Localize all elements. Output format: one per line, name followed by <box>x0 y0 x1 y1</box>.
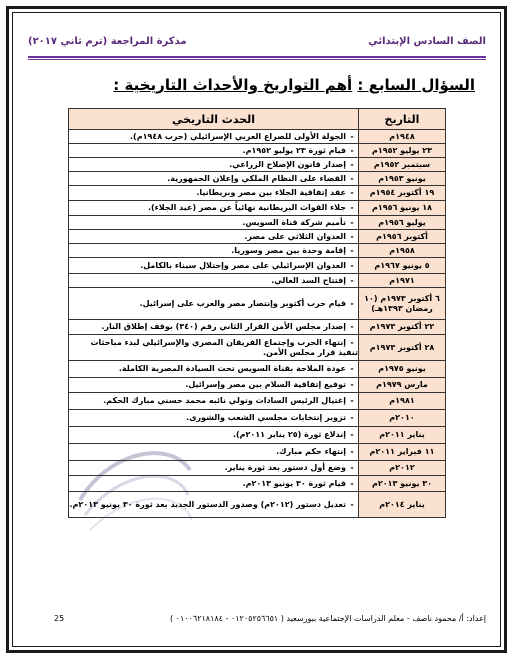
event-cell <box>69 172 359 186</box>
event-text: عقد إتفاقية الجلاء بين مصر وبريطانيا. <box>196 188 346 197</box>
event-text: عودة الملاحة بقناة السويس تحت السيادة المصرية الكاملة. <box>118 364 346 373</box>
event-text: تأميم شركة قناة السويس. <box>242 217 346 227</box>
event-text: إقامة وحدة بين مصر وسوريا. <box>231 245 346 255</box>
event-text: إنتهاء الحرب وإجتماع الفريقان المصري والإسرائيلي لبدء مباحثات تنفيذ قرار مجلس الأمن. <box>90 337 358 357</box>
event-date: يونيو ١٩٥٣م <box>359 172 446 186</box>
bullet-dash-icon: - <box>350 396 354 405</box>
event-cell <box>69 186 359 201</box>
bullet-dash-icon: - <box>350 203 354 212</box>
event-text: العدوان الثلاثي على مصر. <box>244 231 346 241</box>
event-date: ١٩٨١م <box>359 393 446 410</box>
event-text: جلاء القوات البريطانية نهائياً عن مصر (عيد الجلاء). <box>147 203 346 212</box>
table-row <box>69 274 446 288</box>
table-row <box>69 320 446 335</box>
table-row <box>69 172 446 186</box>
event-date: سبتمبر ١٩٥٢م <box>359 158 446 172</box>
page-number: 25 <box>54 614 65 623</box>
table-row <box>69 258 446 274</box>
bullet-dash-icon: - <box>350 131 354 141</box>
event-text: الجولة الأولى للصراع العربي الإسرائيلي (حرب ١٩٤٨م). <box>130 131 346 141</box>
date-column-header: التاريخ <box>359 109 446 130</box>
event-text: إفتتاح السد العالي. <box>271 275 346 285</box>
question-title: أهم التواريخ والأحداث التاريخية : <box>113 76 353 94</box>
event-cell <box>69 476 359 492</box>
event-text: توقيع إتفاقية السلام بين مصر وإسرائيل. <box>185 380 346 389</box>
event-date: ٢٠١٠م <box>359 410 446 427</box>
event-date: مارس ١٩٧٩م <box>359 378 446 393</box>
event-cell <box>69 258 359 274</box>
table-row <box>69 378 446 393</box>
event-date: ١١ فبراير ٢٠١١م <box>359 444 446 461</box>
event-cell <box>69 144 359 158</box>
event-cell <box>69 335 359 361</box>
bullet-dash-icon: - <box>350 413 354 422</box>
header-rule <box>28 56 486 58</box>
table-row <box>69 186 446 201</box>
bullet-dash-icon: - <box>350 188 354 197</box>
table-row <box>69 492 446 518</box>
event-cell <box>69 274 359 288</box>
table-row <box>69 130 446 144</box>
table-row <box>69 216 446 230</box>
page-header <box>28 36 486 52</box>
event-cell <box>69 393 359 410</box>
event-date: ٢٠١٢م <box>359 461 446 476</box>
event-text: القضاء على النظام الملكي وإعلان الجمهورية. <box>167 173 346 183</box>
event-cell <box>69 201 359 216</box>
bullet-dash-icon: - <box>350 275 354 285</box>
event-text: إندلاع ثورة (٢٥ يناير ٢٠١١م). <box>232 430 346 439</box>
bullet-dash-icon: - <box>350 260 354 270</box>
header-grade: الصف السادس الإبتدائي <box>368 36 486 47</box>
event-text: العدوان الإسرائيلي على مصر وإحتلال سيناء بالكامل. <box>140 260 346 270</box>
event-cell <box>69 130 359 144</box>
table-row <box>69 410 446 427</box>
event-date: ٦ أكتوبر ١٩٧٣م (١٠ رمضان ١٣٩٣هـ) <box>359 288 446 320</box>
event-text: إصدار قانون الإصلاح الزراعي. <box>229 159 346 169</box>
event-cell <box>69 461 359 476</box>
event-date: ٢٢ أكتوبر ١٩٧٣م <box>359 320 446 335</box>
table-header-row <box>69 109 446 130</box>
event-text: إغتيال الرئيس السادات وتولي نائبه محمد حسني مبارك الحكم. <box>103 396 346 405</box>
table-row <box>69 288 446 320</box>
bullet-dash-icon: - <box>350 463 354 472</box>
event-date: يناير ٢٠١٤م <box>359 492 446 518</box>
event-cell <box>69 444 359 461</box>
bullet-dash-icon: - <box>350 478 354 488</box>
event-date: أكتوبر ١٩٥٦م <box>359 230 446 244</box>
bullet-dash-icon: - <box>350 245 354 255</box>
bullet-dash-icon: - <box>350 145 354 155</box>
events-table <box>68 108 446 518</box>
event-date: ١٩٧١م <box>359 274 446 288</box>
event-cell <box>69 410 359 427</box>
event-cell <box>69 320 359 335</box>
event-cell <box>69 288 359 320</box>
event-date: ٥ يونيو ١٩٦٧م <box>359 258 446 274</box>
table-row <box>69 476 446 492</box>
event-cell <box>69 378 359 393</box>
event-date: ٢٨ أكتوبر ١٩٧٣م <box>359 335 446 361</box>
bullet-dash-icon: - <box>350 231 354 241</box>
event-date: ٢٣ يوليو ١٩٥٢م <box>359 144 446 158</box>
question-label: السؤال السابع : <box>357 76 475 94</box>
bullet-dash-icon: - <box>350 217 354 227</box>
table-row <box>69 144 446 158</box>
event-date: يونيو ١٩٧٥م <box>359 361 446 378</box>
bullet-dash-icon: - <box>350 364 354 373</box>
table-row <box>69 230 446 244</box>
event-text: إصدار مجلس الأمن القرار الثاني رقم (٣٤٠) بوقف إطلاق النار. <box>101 322 346 331</box>
event-text: تزوير إنتخابات مجلسي الشعب والشورى. <box>186 413 346 422</box>
event-text: قيام ثورة ٣٠ يونيو ٢٠١٣م. <box>242 478 346 488</box>
table-row <box>69 444 446 461</box>
event-cell <box>69 158 359 172</box>
event-date: ١٨ يونيو ١٩٥٦م <box>359 201 446 216</box>
table-row <box>69 201 446 216</box>
bullet-dash-icon: - <box>350 337 354 347</box>
header-memo: مذكرة المراجعة (ترم ثاني ٢٠١٧) <box>28 36 187 47</box>
bullet-dash-icon: - <box>350 173 354 183</box>
table-row <box>69 393 446 410</box>
event-cell <box>69 230 359 244</box>
bullet-dash-icon: - <box>350 499 354 509</box>
header-rule-thin <box>28 59 486 60</box>
event-date: ١٩٤٨م <box>359 130 446 144</box>
table-row <box>69 461 446 476</box>
bullet-dash-icon: - <box>350 298 354 308</box>
event-date: ١٩ أكتوبر ١٩٥٤م <box>359 186 446 201</box>
table-row <box>69 335 446 361</box>
event-column-header: الحدث التاريخي <box>69 109 359 130</box>
event-text: وضع أول دستور بعد ثورة يناير. <box>224 463 346 472</box>
bullet-dash-icon: - <box>350 322 354 331</box>
bullet-dash-icon: - <box>350 159 354 169</box>
bullet-dash-icon: - <box>350 380 354 389</box>
bullet-dash-icon: - <box>350 430 354 439</box>
footer-author: إعداد: أ/ محمود ناصف - معلم الدراسات الإجتماعية ببورسعيد ( ٠١٢٠٥٢٥٦٦٥١ - ٠١٠٠٦٢١٨١٨٤ ) <box>170 614 486 623</box>
event-cell <box>69 216 359 230</box>
event-date: يوليو ١٩٥٦م <box>359 216 446 230</box>
event-cell <box>69 427 359 444</box>
section-title <box>113 76 475 94</box>
event-text: إنتهاء حكم مبارك. <box>276 447 346 456</box>
event-date: يناير ٢٠١١م <box>359 427 446 444</box>
event-cell <box>69 361 359 378</box>
event-date: ٣٠ يونيو ٢٠١٣م <box>359 476 446 492</box>
table-row <box>69 427 446 444</box>
table-row <box>69 361 446 378</box>
page-footer <box>28 614 486 628</box>
table-row <box>69 244 446 258</box>
event-text: قيام حرب أكتوبر وإنتصار مصر والعرب على إسرائيل. <box>139 298 346 308</box>
table-row <box>69 158 446 172</box>
event-date: ١٩٥٨م <box>359 244 446 258</box>
event-text: تعديل دستور (٢٠١٢م) وصدور الدستور الجديد بعد ثورة ٣٠ يونيو ٢٠١٣م. <box>69 499 346 509</box>
event-cell <box>69 244 359 258</box>
event-cell <box>69 492 359 518</box>
bullet-dash-icon: - <box>350 447 354 456</box>
event-text: قيام ثورة ٢٣ يوليو ١٩٥٢م. <box>242 145 346 155</box>
